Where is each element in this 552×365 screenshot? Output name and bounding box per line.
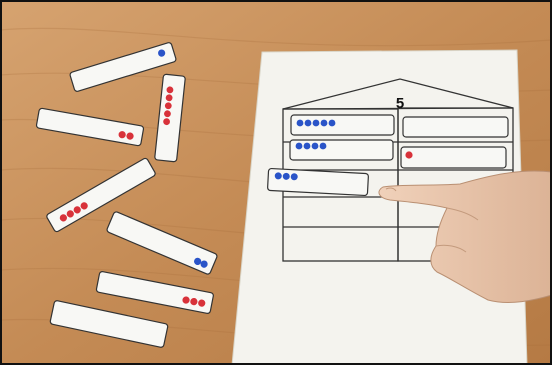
house-card-2 <box>403 117 508 137</box>
house-card-4 <box>401 147 506 168</box>
house-card-1 <box>291 115 394 135</box>
held-card <box>267 168 368 195</box>
house-number: 5 <box>395 95 405 112</box>
house-card-3 <box>290 140 393 160</box>
